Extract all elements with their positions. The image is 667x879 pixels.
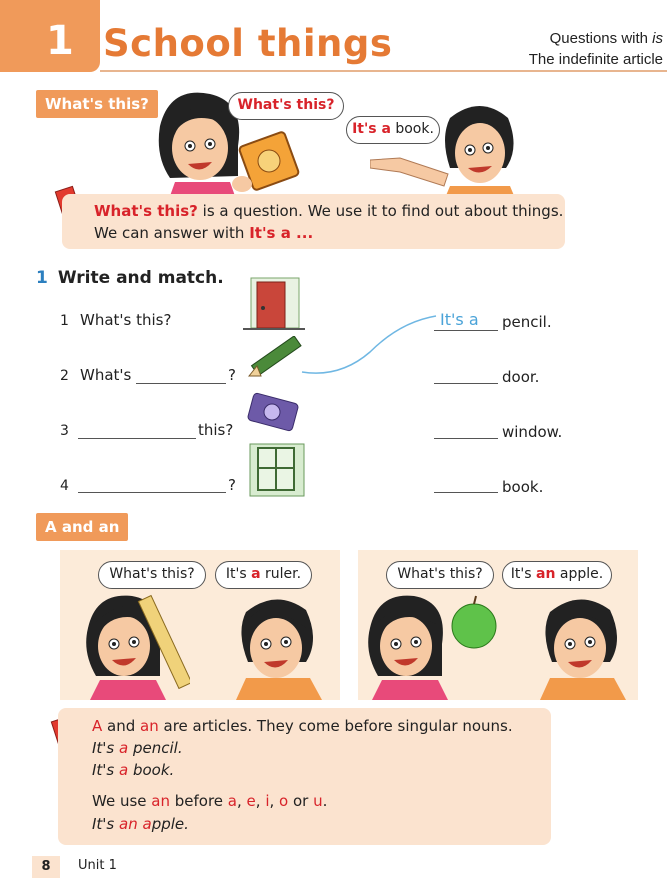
answer-blank[interactable]: [434, 330, 498, 331]
grammar-note-articles: [58, 708, 551, 845]
object-word: pencil.: [502, 313, 552, 331]
answer-blank[interactable]: [434, 492, 498, 493]
object-word: book.: [502, 478, 544, 496]
exercise-title: 1 Write and match.: [36, 268, 224, 288]
speech-bubble-question: What's this?: [228, 92, 344, 120]
section-tab-whats-this: What's this?: [36, 90, 158, 118]
match-line: [300, 312, 440, 378]
speech-bubble-answer: It's an apple.: [502, 561, 612, 589]
question-blank[interactable]: [78, 438, 196, 439]
object-word: door.: [502, 368, 540, 386]
row-number: 2: [60, 368, 69, 384]
topic-line-1: Questions with is: [549, 30, 663, 47]
object-word: window.: [502, 423, 563, 441]
topic-line-2: The indefinite article: [528, 51, 663, 68]
question-suffix: ?: [228, 366, 236, 384]
topic-list: [529, 28, 663, 70]
answer-blank[interactable]: [434, 383, 498, 384]
note-line-3: It's a book.: [92, 761, 175, 779]
pencil-icon: [243, 336, 303, 384]
grammar-note-whats-this: [62, 194, 565, 249]
example-answer: It's a: [440, 310, 479, 329]
question-text: What's this?: [80, 311, 172, 329]
door-icon: [243, 276, 305, 332]
note-line-1: What's this? is a question. We use it to find out about things.: [94, 202, 564, 220]
girl-with-ruler-illustration: [80, 588, 190, 700]
book-icon: [244, 392, 302, 432]
note-line-5: It's an apple.: [92, 815, 189, 833]
speech-bubble-question: What's this?: [386, 561, 494, 589]
answer-blank[interactable]: [434, 438, 498, 439]
section-tab-a-and-an: A and an: [36, 513, 128, 541]
note-line-4: We use an before a, e, i, o or u.: [92, 792, 328, 810]
unit-label: Unit 1: [78, 858, 117, 873]
note-line-1: A and an are articles. They come before singular nouns.: [92, 717, 513, 735]
note-line-2: We can answer with It's a ...: [94, 224, 314, 242]
unit-number: 1: [46, 18, 74, 64]
question-suffix: this?: [198, 421, 234, 439]
row-number: 1: [60, 313, 69, 329]
page-number: 8: [32, 856, 60, 878]
question-suffix: ?: [228, 476, 236, 494]
girl-with-apple-illustration: [362, 588, 502, 700]
header-divider: [100, 70, 667, 72]
speech-bubble-answer: It's a ruler.: [215, 561, 312, 589]
speech-bubble-answer: It's a book.: [346, 116, 440, 144]
note-line-2: It's a pencil.: [92, 739, 183, 757]
question-blank[interactable]: [78, 492, 226, 493]
row-number: 3: [60, 423, 69, 439]
speech-bubble-question: What's this?: [98, 561, 206, 589]
row-number: 4: [60, 478, 69, 494]
question-text: What's: [80, 366, 132, 384]
window-icon: [248, 442, 306, 498]
page-title: School things: [103, 22, 393, 65]
question-blank[interactable]: [136, 383, 226, 384]
boy-illustration: [530, 592, 636, 700]
boy-illustration: [226, 592, 336, 700]
